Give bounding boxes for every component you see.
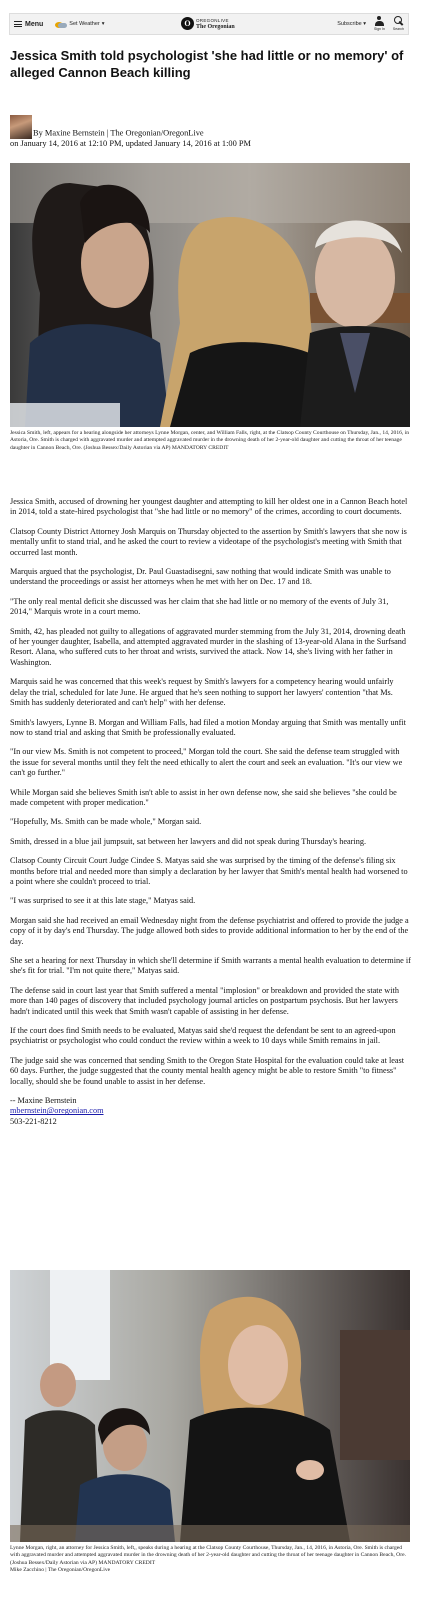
article-paragraph: While Morgan said she believes Smith isn't able to assist in her own defense now, she said she believes "she could be made competent with proper medication." [10, 787, 397, 807]
hamburger-icon [14, 21, 22, 27]
user-icon [375, 16, 384, 26]
signature-name: -- Maxine Bernstein [10, 1096, 77, 1106]
chevron-down-icon: ▾ [363, 20, 366, 27]
article-paragraph: "Hopefully, Ms. Smith can be made whole," Morgan said. [10, 817, 202, 827]
signature-phone: 503-221-8212 [10, 1116, 57, 1126]
menu-button[interactable] [14, 21, 43, 28]
search-button[interactable] [393, 16, 404, 31]
byline-dateline: on January 14, 2016 at 12:10 PM, updated January 14, 2016 at 1:00 PM [10, 139, 251, 148]
photo-2-caption-text: Lynne Morgan, right, an attorney for Jessica Smith, left,, speaks during a hearing at the Clatsop County Courthouse, Thursday, Jan., 14, 2016, in Astoria, Ore. Smith is charged with aggravated murder and attempted aggravated murder in the drowning death of her 2-year-old daughter and cutting the throat of her teenage daughter in Cannon Beach, Ore. (Joshua Bessex/Daily Astorian via AP) MANDATORY CREDIT [10, 1545, 406, 1566]
article-paragraph: Morgan said she had received an email Wednesday night from the defense psychiatrist and offered to provide the judge a copy of it by day's end Thursday. The judge allowed both sides to provide additional information to her by the end of the day. [10, 915, 409, 946]
article-paragraph: Smith's lawyers, Lynne B. Morgan and William Falls, had filed a motion Monday arguing that Smith was mentally unfit now to stand trial and asking that Smith be professionally evaluated. [10, 717, 406, 737]
author-signature [10, 1096, 411, 1127]
sign-in-button[interactable] [374, 16, 385, 31]
author-avatar[interactable] [10, 115, 32, 139]
subscribe-label: Subscribe [337, 20, 362, 27]
photo-2-caption [10, 1545, 410, 1574]
article-photo-1[interactable] [10, 163, 410, 427]
article-paragraph: Jessica Smith, accused of drowning her youngest daughter and attempting to kill her oldest one in a Cannon Beach hotel in 2014, told a state-hired psychologist that "she had little or no memory" of the crimes, according to court documents. [10, 497, 408, 517]
article-paragraph: She set a hearing for next Thursday in which she'll determine if Smith warrants a mental health evaluation to determine if she's fit for trial. "I'm not quite there," Matyas said. [10, 956, 411, 976]
menu-label: Menu [25, 20, 44, 28]
logo-top-text: OREGONLIVE [196, 17, 229, 23]
article-headline: Jessica Smith told psychologist 'she had little or no memory' of alleged Cannon Beach killing [10, 48, 404, 80]
article-paragraph: Clatsop County Circuit Court Judge Cindee S. Matyas said she was surprised by the timing of the defense's filing six months before trial and needed more than simply a declaration by her lawyer that Smith's mental health had worsened to a point where she couldn't proceed to trial. [10, 856, 408, 886]
article-photo-2[interactable] [10, 1270, 410, 1542]
article-body [10, 497, 411, 1127]
photo-2-credit: Mike Zacchino | The Oregonian/OregonLive [10, 1566, 111, 1573]
article-paragraph: Smith, dressed in a blue jail jumpsuit, sat between her lawyers and did not speak during Thursday's hearing. [10, 836, 367, 846]
subscribe-button[interactable] [337, 21, 366, 27]
search-label: Search [392, 27, 404, 31]
article-paragraph: The defense said in court last year that Smith suffered a mental "implosion" or breakdown and provided the state with more than 140 pages of discovery that included psychology journal articles on postpartum psychosis. But her lawyers hadn't indicated until this week that Smith wasn't capable of assisting in her defense. [10, 985, 399, 1016]
article-paragraph: If the court does find Smith needs to be evaluated, Matyas said she'd request the defendant be sent to an agreed-upon psychiatrist or psychologist who could conduct the review within a week to 10 days while Smith remains in jail. [10, 1026, 396, 1046]
weather-button[interactable] [55, 20, 104, 28]
courtroom-photo-image [10, 163, 410, 427]
courtroom-photo-2-image [10, 1270, 410, 1542]
article-paragraph: Smith, 42, has pleaded not guilty to allegations of aggravated murder stemming from the July 31, 2014, drowning death of her younger daughter, Isabella, and attempted aggravated murder in the slashing of 13-year-old Alana in the Surfsand Resort. Alana, who suffered cuts to her throat and wrists, survived the attack. Now 14, she's living with her father in Washington. [10, 626, 407, 667]
byline [10, 115, 410, 150]
article-paragraph: "The only real mental deficit she discussed was her claim that she had little or no memory of the events of July 31, 2014," Marquis wrote in a court memo. [10, 596, 389, 617]
search-icon [394, 16, 403, 26]
photo-1-caption: Jessica Smith, left, appears for a hearing alongside her attorneys Lynne Morgan, center, and William Falls, right, at the Clatsop County Courthouse on Thursday, Jan., 14, 2016, in Astoria, Ore. Smith is charged with aggravated murder and attempted aggravated murder in the drowning death of her 2-year-old daughter and cutting the throat of her teenage daughter in Cannon Beach, Ore. (Joshua Bessex/Daily Astorian via AP) MANDATORY CREDIT [10, 430, 410, 451]
article-paragraph: Marquis said he was concerned that this week's request by Smith's lawyers for a competency hearing would unfairly delay the trial, scheduled for late June. He argued that he's seen nothing to support her lawyers' contention "that Ms. Smith has suddenly deteriorated and can't help" with her defense. [10, 677, 394, 708]
article-paragraph: Marquis argued that the psychologist, Dr. Paul Guastadisegni, saw nothing that would indicate Smith was unable to understand the proceedings or assist her attorneys when he met with her on Dec. 17 and 18. [10, 567, 391, 587]
top-nav-bar [9, 13, 409, 35]
article-paragraph: The judge said she was concerned that sending Smith to the Oregon State Hospital for the evaluation could take at least 60 days. Further, the judge suggested that the county mental health agency might be able to restore Smith "to fitness" locally, should she be found unable to assist in her defense. [10, 1055, 405, 1086]
oregonian-logo-icon: O [181, 17, 194, 30]
weather-label: Set Weather [69, 21, 100, 27]
article-paragraph: Clatsop County District Attorney Josh Marquis on Thursday objected to the assertion by Smith's lawyers that she now is mentally unfit to stand trial, and he asked the court to review a videotape of the psychologist's meeting with Smith that occurred last month. [10, 526, 407, 557]
author-email-link[interactable]: mbernstein@oregonian.com [10, 1106, 104, 1116]
weather-icon [55, 20, 67, 28]
byline-author[interactable]: By Maxine Bernstein | The Oregonian/OregonLive [33, 128, 204, 138]
site-logo[interactable] [181, 17, 235, 30]
logo-bottom-text: The Oregonian [196, 23, 235, 30]
article-paragraph: "I was surprised to see it at this late stage," Matyas said. [10, 896, 196, 906]
article-paragraph: "In our view Ms. Smith is not competent to proceed," Morgan told the court. She said the defense team struggled with the issue for several months until they felt the need ethically to alert the court and seek an evaluation. "It's our view we can't go further." [10, 747, 403, 778]
chevron-down-icon: ▾ [101, 21, 105, 27]
sign-in-label: Sign In [374, 27, 385, 31]
